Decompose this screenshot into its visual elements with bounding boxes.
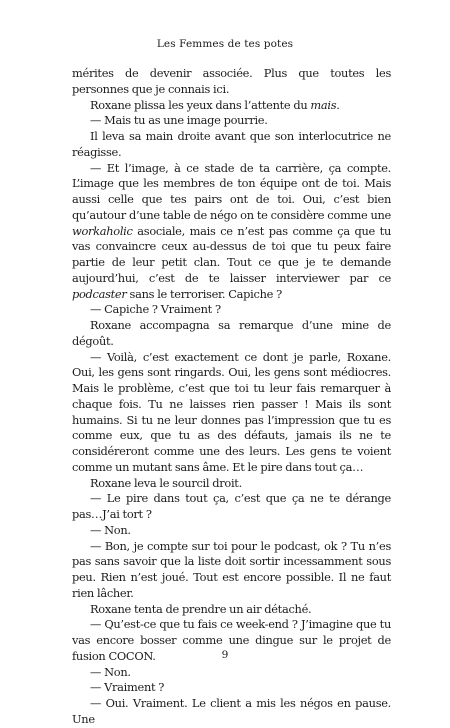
paragraph: — Capiche ? Vraiment ?: [90, 302, 221, 317]
paragraph-italic: podcaster: [72, 286, 127, 301]
paragraph: Roxane tenta de prendre un air détaché.: [90, 601, 312, 616]
paragraph: Roxane accompagna sa remarque d’une mine de dégoût.: [72, 318, 391, 348]
paragraph-italic: workaholic: [72, 223, 133, 238]
paragraph: — Vraiment ?: [90, 680, 165, 695]
paragraph: — Voilà, c’est exactement ce dont je parle, Roxane. Oui, les gens sont ringards. Oui, les gens sont médiocres. Mais le problème, c’est que toi tu leur fais remarquer à chaque fois. Tu ne laisses rien passer ! Mais ils sont humains. Si tu ne leur donnes pas l’impression que tu es comme eux, que tu as des défauts, jamais ils ne te considéreront comme une des leurs. Les gens te voient comme un mutant sans âme. Et le pire dans tout ça…: [72, 349, 391, 474]
paragraph: — Bon, je compte sur toi pour le podcast, ok ? Tu n’es pas sans savoir que la liste doit sortir incessamment sous peu. Rien n’est joué. Tout est encore possible. Il ne faut rien lâcher.: [72, 538, 391, 600]
paragraph: [72, 161, 391, 303]
paragraph-text: — Et l’image, à ce stade de ta carrière, ça compte. L’image que les membres de ton équipe ont de toi. Mais aussi celle que tes pairs ont de toi. Oui, c’est bien qu’autour d’une table de négo on te considère comme une: [72, 160, 391, 222]
paragraph: — Qu’est-ce que tu fais ce week-end ? J’imagine que tu vas encore bosser comme une dingue sur le projet de fusion COCON.: [72, 617, 391, 663]
paragraph-text: sans le terroriser. Capiche ?: [126, 286, 282, 301]
body-text: [72, 66, 391, 728]
paragraph: — Non.: [90, 664, 131, 679]
paragraph: — Mais tu as une image pourrie.: [90, 113, 268, 128]
paragraph: — Non.: [90, 522, 131, 537]
paragraph: — Le pire dans tout ça, c’est que ça ne te dérange pas…J’ai tort ?: [72, 491, 391, 521]
paragraph: mérites de devenir associée. Plus que toutes les personnes que je connais ici.: [72, 66, 391, 96]
paragraph-italic: mais.: [310, 97, 340, 112]
running-title: Les Femmes de tes potes: [156, 38, 294, 50]
paragraph: Il leva sa main droite avant que son interlocutrice ne réagisse.: [72, 129, 391, 159]
page-number: 9: [221, 649, 229, 661]
paragraph-text: Roxane plissa les yeux dans l’attente du: [90, 97, 311, 112]
paragraph: Roxane leva le sourcil droit.: [90, 475, 242, 490]
paragraph-text: asociale, mais ce n’est pas comme ça que tu vas convaincre ceux au-dessus de toi que tu peux faire partie de leur petit clan. Tout ce que je te demande aujourd’hui, c’est de te laisser interviewer par ce: [72, 223, 391, 285]
paragraph: [72, 98, 391, 114]
paragraph: — Oui. Vraiment. Le client a mis les négos en pause. Une: [72, 696, 391, 726]
